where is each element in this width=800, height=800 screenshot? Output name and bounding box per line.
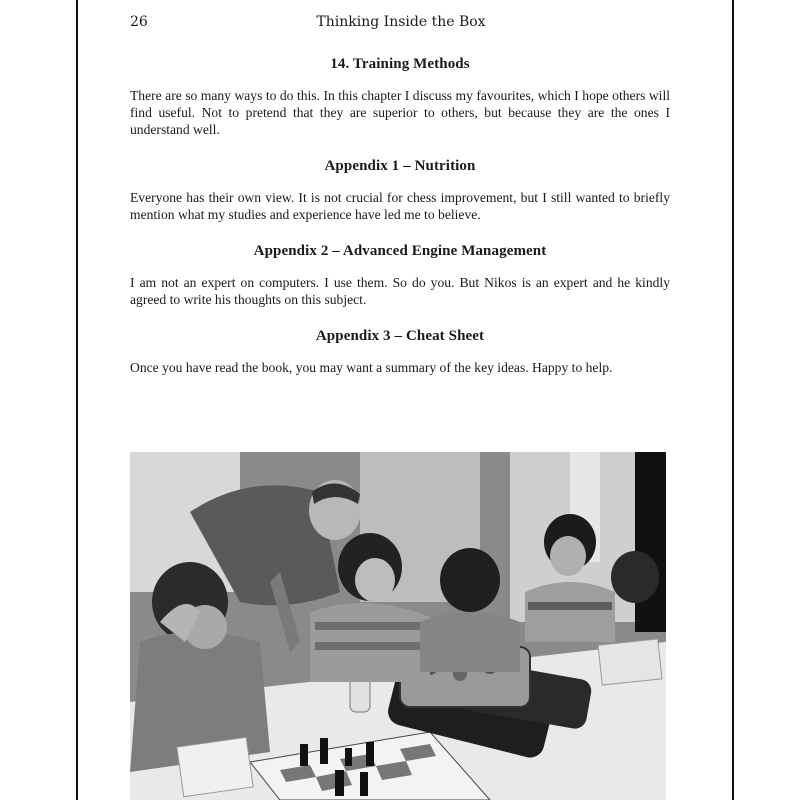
book-page <box>76 0 734 800</box>
book-title: Thinking Inside the Box <box>316 14 486 30</box>
section-heading: Appendix 1 – Nutrition <box>324 158 476 174</box>
section-body: I am not an expert on computers. I use them. So do you. But Nikos is an expert and he kindly agreed to write his thoughts on this subject. <box>130 275 670 307</box>
section-appendix-1 <box>130 158 670 223</box>
section-heading: Appendix 2 – Advanced Engine Management <box>253 243 547 259</box>
section-body: Everyone has their own view. It is not crucial for chess improvement, but I still wanted to briefly mention what my studies and experience have led me to believe. <box>130 190 670 222</box>
section-heading: Appendix 3 – Cheat Sheet <box>315 328 485 344</box>
page-number: 26 <box>130 14 148 30</box>
section-heading: 14. Training Methods <box>330 56 470 72</box>
section-appendix-3 <box>130 328 670 376</box>
page-content <box>130 56 670 396</box>
photo-illustration <box>130 452 666 800</box>
running-head <box>130 14 672 34</box>
section-appendix-2 <box>130 243 670 308</box>
section-body: There are so many ways to do this. In this chapter I discuss my favourites, which I hope others will find useful. Not to pretend that they are superior to others, but because they are the ones I understand well. <box>130 88 670 137</box>
chess-class-photo <box>130 452 666 800</box>
section-body: Once you have read the book, you may want a summary of the key ideas. Happy to help. <box>130 360 613 375</box>
section-training-methods <box>130 56 670 138</box>
